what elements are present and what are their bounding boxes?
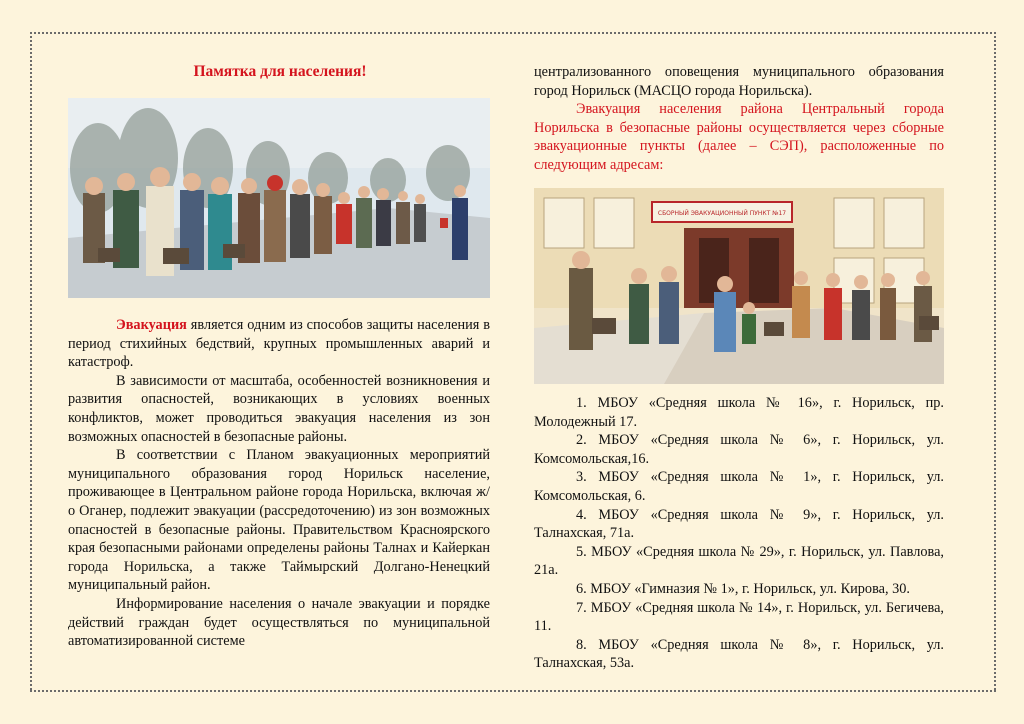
page-border-right	[994, 32, 996, 690]
list-item: 3. МБОУ «Средняя школа № 1», г. Норильск, ул. Комсомольская, 6.	[534, 469, 944, 504]
right-column-top-text	[534, 63, 944, 175]
paragraph-text: является одним из способов защиты населения в период стихийных бедствий, крупных промышленных аварий и катастроф.	[68, 317, 490, 371]
list-item: 6. МБОУ «Гимназия № 1», г. Норильск, ул. Кирова, 30.	[576, 580, 910, 597]
page-border-top	[30, 32, 996, 34]
evacuation-column-illustration	[68, 98, 490, 298]
left-column-text	[68, 316, 490, 651]
assembly-point-illustration	[534, 188, 944, 384]
list-item: 7. МБОУ «Средняя школа № 14», г. Норильск, ул. Бегичева, 11.	[534, 599, 944, 635]
list-item: 5. МБОУ «Средняя школа № 29», г. Норильск, ул. Павлова, 21а.	[534, 543, 944, 579]
page-border-left	[30, 32, 32, 690]
list-item: 1. МБОУ «Средняя школа № 16», г. Норильск, пр. Молодежный 17.	[534, 395, 944, 430]
page-title: Памятка для населения!	[193, 63, 367, 80]
list-item: 4. МБОУ «Средняя школа № 9», г. Норильск, ул. Талнахская, 71а.	[534, 506, 944, 542]
assembly-points-address-list	[534, 394, 944, 673]
paragraph-continuation: централизованного оповещения муниципального образования город Норильск (МАСЦО города Норильска).	[534, 64, 944, 99]
paragraph-informing: Информирование населения о начале эвакуации и порядке действий граждан будет осуществляться по муниципальной автоматизированной системе	[68, 595, 490, 650]
paragraph-evacuation-plan: В соответствии с Планом эвакуационных мероприятий муниципального образования город Норильск население, проживающее в Центральном районе города Норильска, включая ж/о Оганер, подлежит эвакуации (рассредоточению) из зон возможных опасностей в безопасные районы. Правительством Красноярского края безопасными районами определены районы Талнах и Кайеркан города Норильска, а также Таймырский Долгано-Ненецкий муниципальный район.	[68, 447, 490, 594]
list-item: 2. МБОУ «Средняя школа № 6», г. Норильск, ул. Комсомольская,16.	[534, 432, 944, 467]
term-evacuation: Эвакуация	[116, 317, 187, 333]
list-item: 8. МБОУ «Средняя школа № 8», г. Норильск, ул. Талнахская, 53а.	[534, 636, 944, 672]
paragraph-evacuation-definition	[68, 316, 490, 372]
page-border-bottom	[30, 690, 996, 692]
paragraph-conflict-evacuation: В зависимости от масштаба, особенностей возникновения и развития опасностей, возникающих в условиях военных конфликтов, может проводиться эвакуация населения из зон возможных опасностей в безопасные районы.	[68, 372, 490, 445]
paragraph-assembly-points: Эвакуация населения района Центральный города Норильска в безопасные районы осуществляется через сборные эвакуационные пункты (далее – СЭП), расположенные по следующим адресам:	[534, 101, 944, 173]
assembly-point-sign: СБОРНЫЙ ЭВАКУАЦИОННЫЙ ПУНКТ №17	[657, 210, 787, 217]
